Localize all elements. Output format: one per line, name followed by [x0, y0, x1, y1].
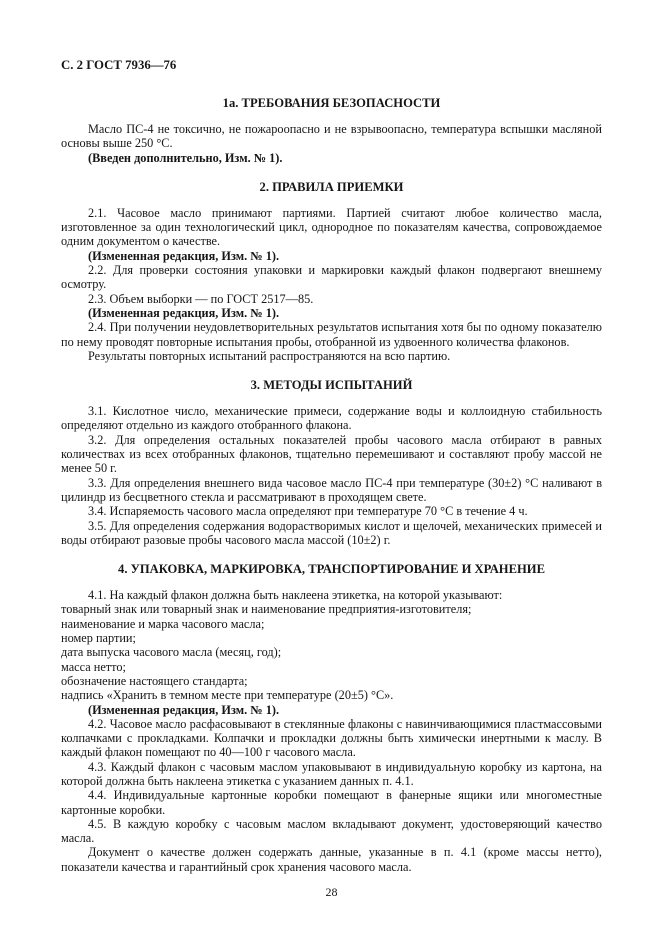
- label-list-line: масса нетто;: [61, 659, 126, 674]
- section-heading-test-methods: 3. МЕТОДЫ ИСПЫТАНИЙ: [250, 378, 413, 393]
- body-paragraph: 3.4. Испаряемость часового масла определяют при температуре 70 °С в течение 4 ч.: [88, 504, 528, 519]
- body-paragraph: 3.5. Для определения содержания водорастворимых кислот и щелочей, механических примесей и воды отбирают разовые пробы часового масла массой (10±2) г.: [61, 518, 602, 547]
- label-list-line: надпись «Хранить в темном месте при температуре (20±5) °С».: [61, 688, 394, 703]
- body-paragraph: 2.4. При получении неудовлетворительных результатов испытания хотя бы по одному показателю по нему проводят повторные испытания пробы, отобранной из удвоенного количества флаконов.: [61, 320, 602, 349]
- amendment-note: (Введен дополнительно, Изм. № 1).: [88, 150, 283, 165]
- section-heading-packaging: 4. УПАКОВКА, МАРКИРОВКА, ТРАНСПОРТИРОВАНИЕ И ХРАНЕНИЕ: [118, 562, 545, 577]
- label-list-line: товарный знак или товарный знак и наименование предприятия-изготовителя;: [61, 602, 472, 617]
- label-list-line: наименование и марка часового масла;: [61, 616, 265, 631]
- page-number: 28: [325, 885, 338, 900]
- page-content: [61, 58, 602, 900]
- body-paragraph: Документ о качестве должен содержать данные, указанные в п. 4.1 (кроме массы нетто), показатели качества и гарантийный срок хранения часового масла.: [61, 845, 602, 874]
- amendment-note: (Измененная редакция, Изм. № 1).: [88, 248, 280, 263]
- body-paragraph: 4.2. Часовое масло расфасовывают в стеклянные флаконы с навинчивающимися пластмассовыми колпачками с прокладками. Колпачки и прокладки должны быть химически инертными к маслу. В каждый флакон помещают по 40—100 г часового масла.: [61, 716, 602, 760]
- body-paragraph: 2.2. Для проверки состояния упаковки и маркировки каждый флакон подвергают внешнему осмотру.: [61, 263, 602, 292]
- section-heading-acceptance: 2. ПРАВИЛА ПРИЕМКИ: [259, 179, 404, 194]
- body-paragraph: 4.1. На каждый флакон должна быть наклеена этикетка, на которой указывают:: [88, 588, 503, 603]
- body-paragraph: 3.2. Для определения остальных показателей пробы часового масла отбирают в равных количествах из всех отобранных флаконов, тщательно перемешивают и составляют пробу массой не менее 50 г.: [61, 432, 602, 476]
- amendment-note: (Измененная редакция, Изм. № 1).: [88, 305, 280, 320]
- label-list-line: номер партии;: [61, 631, 136, 646]
- body-paragraph: 4.5. В каждую коробку с часовым маслом вкладывают документ, удостоверяющий качество масла.: [61, 816, 602, 846]
- body-paragraph: Результаты повторных испытаний распространяются на всю партию.: [88, 348, 451, 363]
- body-paragraph: 4.3. Каждый флакон с часовым маслом упаковывают в индивидуальную коробку из картона, на которой должна быть наклеена этикетка с указанием данных п. 4.1.: [61, 759, 602, 788]
- body-paragraph: 2.1. Часовое масло принимают партиями. Партией считают любое количество масла, изготовленное за один технологический цикл, однородное по показателям качества, сопровождаемое одним документом о качестве.: [61, 205, 602, 249]
- body-paragraph: 2.3. Объем выборки — по ГОСТ 2517—85.: [88, 291, 314, 306]
- body-paragraph: 3.1. Кислотное число, механические примеси, содержание воды и коллоидную стабильность определяют отдельно из каждого отобранного флакона.: [61, 404, 602, 433]
- label-list-line: обозначение настоящего стандарта;: [61, 673, 248, 688]
- section-heading-safety: 1а. ТРЕБОВАНИЯ БЕЗОПАСНОСТИ: [222, 96, 441, 110]
- amendment-note: (Измененная редакция, Изм. № 1).: [88, 702, 280, 717]
- body-paragraph: 3.3. Для определения внешнего вида часовое масло ПС-4 при температуре (30±2) °С наливают в цилиндр из бесцветного стекла и рассматривают в проходящем свете.: [61, 475, 602, 504]
- body-paragraph: 4.4. Индивидуальные картонные коробки помещают в фанерные ящики или многоместные картонные коробки.: [61, 788, 602, 817]
- body-paragraph: Масло ПС-4 не токсично, не пожароопасно и не взрывоопасно, температура вспышки масляной основы выше 250 °С.: [61, 122, 602, 151]
- label-list-line: дата выпуска часового масла (месяц, год);: [61, 645, 282, 660]
- page-header: С. 2 ГОСТ 7936—76: [61, 58, 177, 72]
